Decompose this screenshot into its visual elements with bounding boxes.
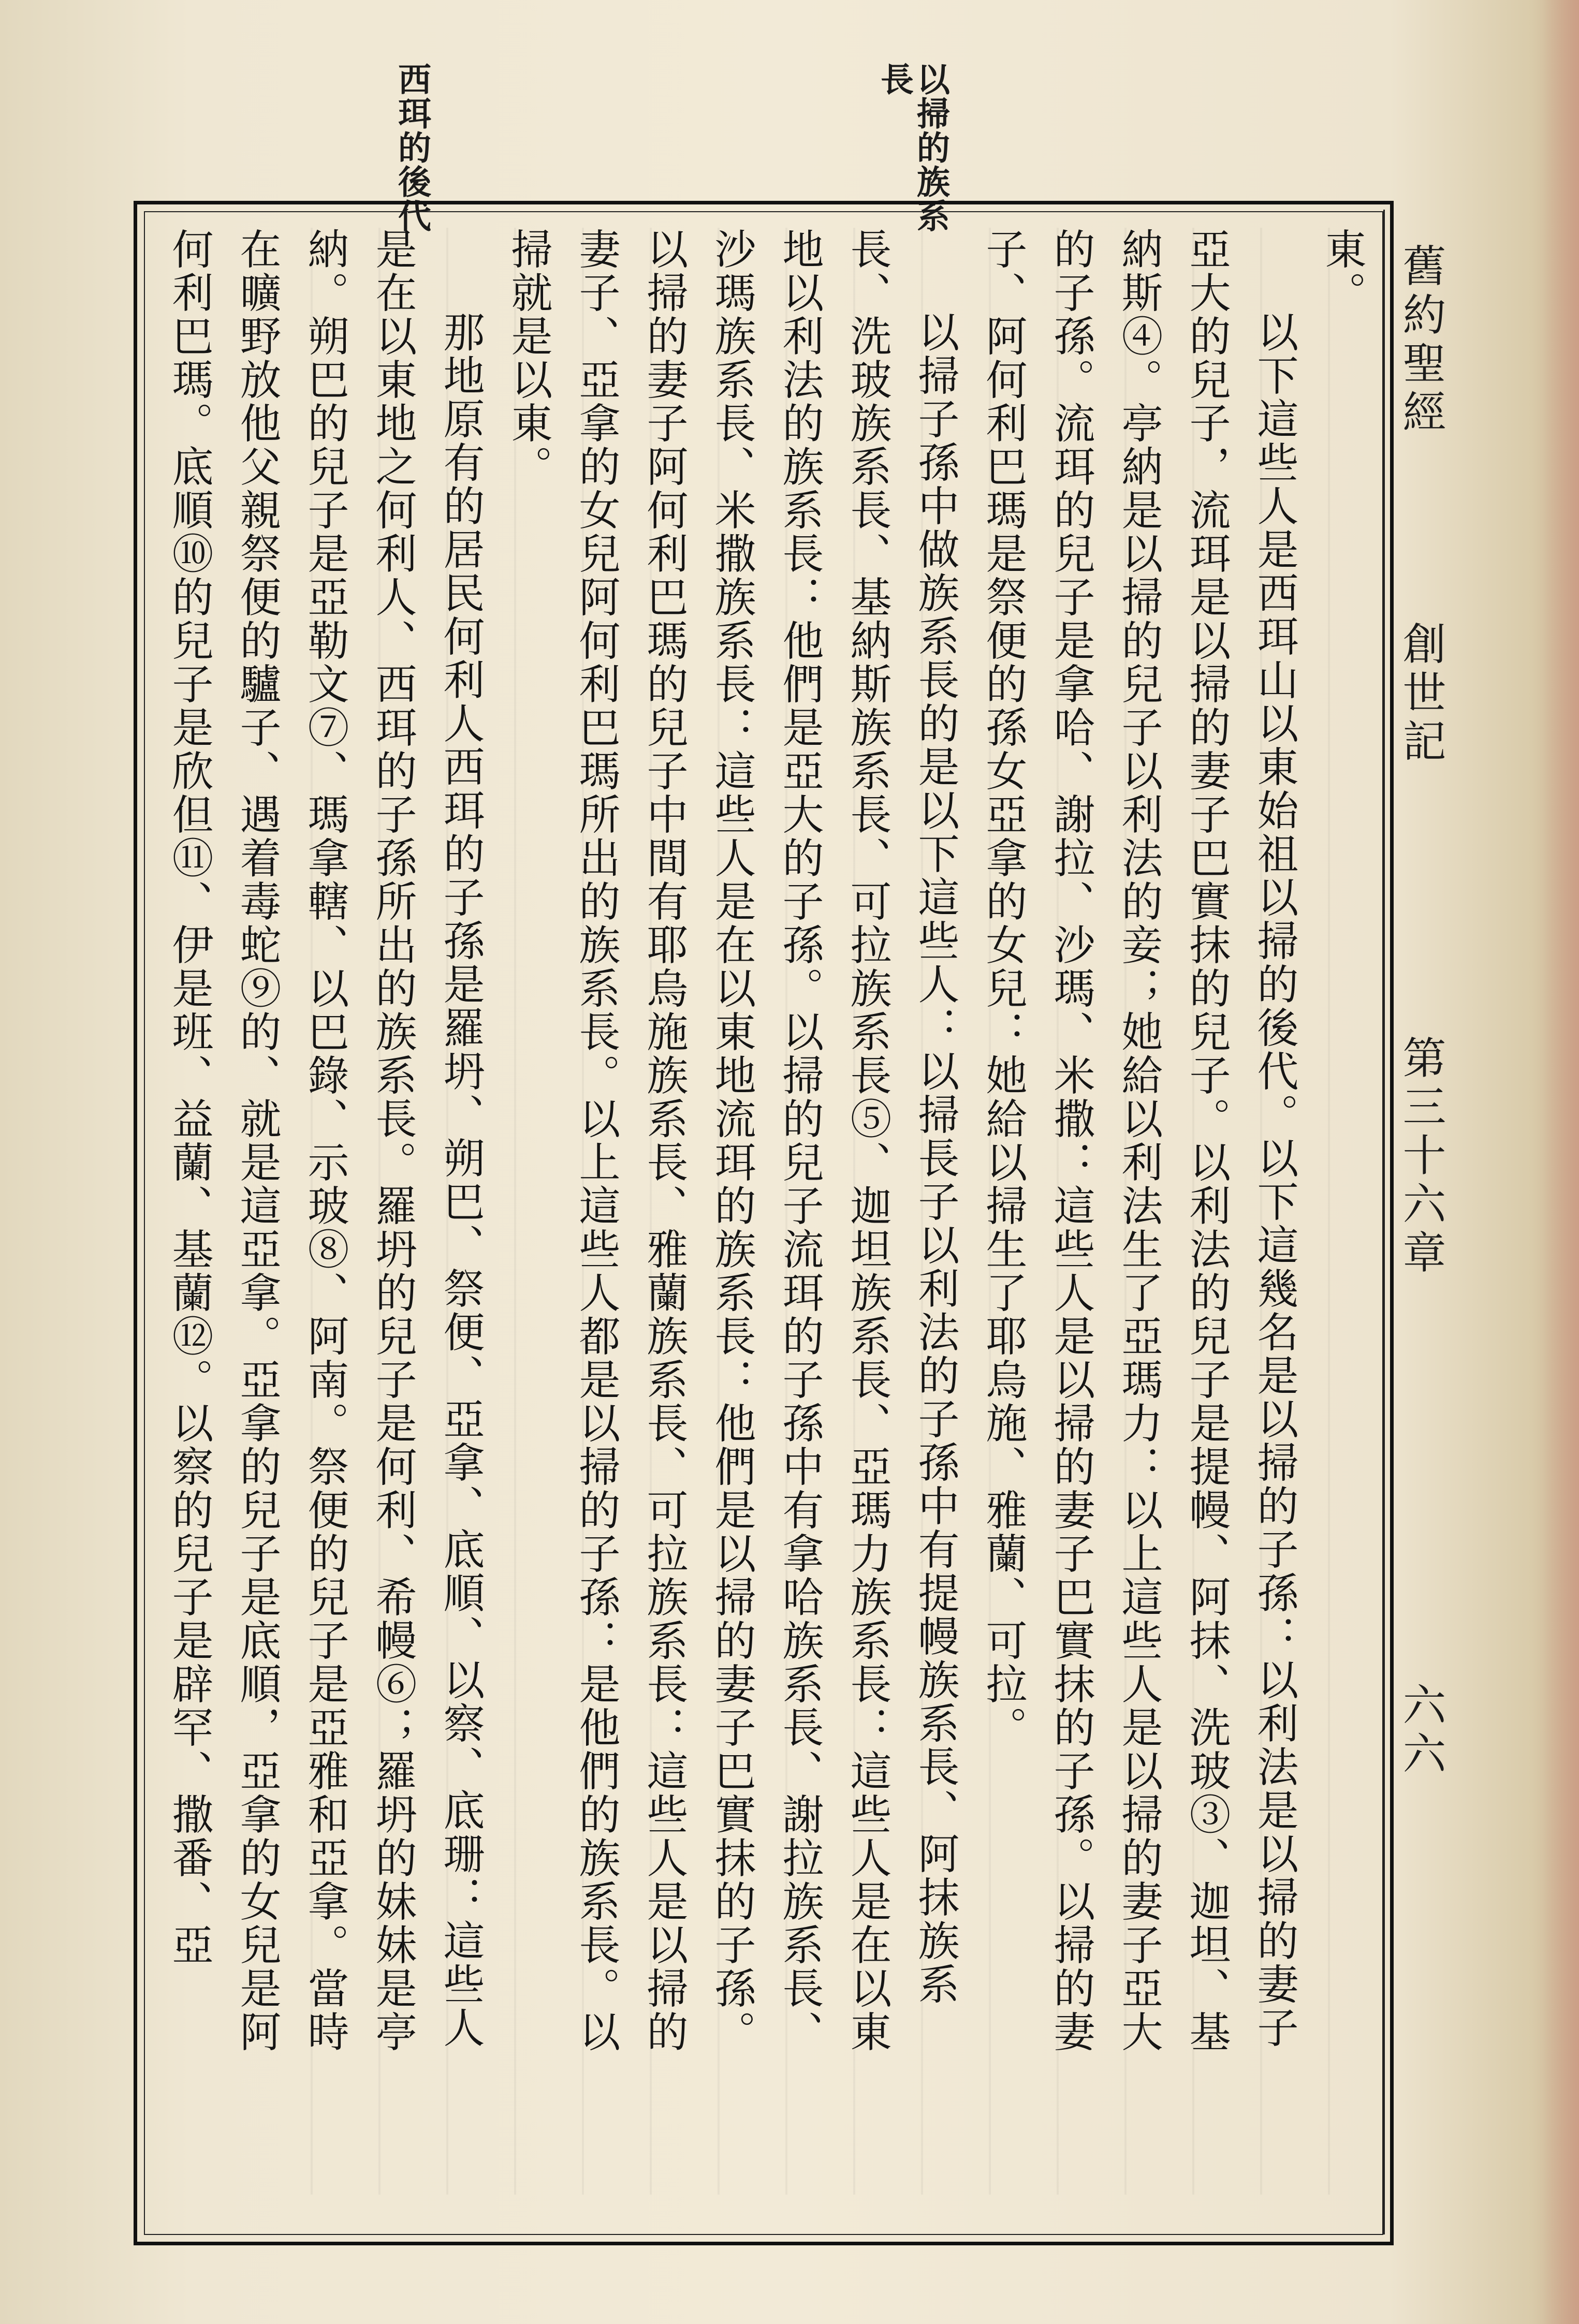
text-column: 是在以東地之何利人、西珥的子孫所出的族系長。羅坍的兒子是何利、希幔⑥；羅坍的妹妹是亭 bbox=[369, 228, 417, 2054]
text-column: 在曠野放他父親祭便的驢子、遇着毒蛇⑨的、就是這亞拿。亞拿的兒子是底順，亞拿的女兒是阿 bbox=[233, 228, 281, 2054]
page-edge bbox=[1543, 0, 1579, 2324]
chapter-label: 第三十六章 bbox=[1396, 1035, 1446, 1278]
margin-note-seir-descendants: 西珥的後代 bbox=[392, 62, 431, 233]
text-column: 納。朔巴的兒子是亞勒文⑦、瑪拿轄、以巴錄、示玻⑧、阿南。祭便的兒子是亞雅和亞拿。當時 bbox=[301, 228, 349, 2054]
text-column: 那地原有的居民何利人西珥的子孫是羅坍、朔巴、祭便、亞拿、底順、以察、底珊：這些人 bbox=[436, 311, 485, 2050]
text-column: 的子孫。流珥的兒子是拿哈、謝拉、沙瑪、米撒：這些人是以掃的妻子巴實抹的子孫。以掃的妻 bbox=[1047, 228, 1095, 2054]
text-column: 妻子、亞拿的女兒阿何利巴瑪所出的族系長。以上這些人都是以掃的子孫：是他們的族系長。以 bbox=[572, 228, 620, 2054]
body-text bbox=[155, 228, 1372, 2215]
text-column: 地以利法的族系長：他們是亞大的子孫。以掃的兒子流珥的子孫中有拿哈族系長、謝拉族系長、 bbox=[776, 228, 824, 2054]
text-column: 以掃的妻子阿何利巴瑪的兒子中間有耶烏施族系長、雅蘭族系長、可拉族系長：這些人是以掃的 bbox=[640, 228, 688, 2054]
header-rule bbox=[1383, 210, 1385, 2234]
text-column: 子、阿何利巴瑪是祭便的孫女亞拿的女兒：她給以掃生了耶烏施、雅蘭、可拉。 bbox=[979, 228, 1027, 1749]
book-title: 舊約聖經 bbox=[1396, 243, 1446, 438]
text-column: 掃就是以東。 bbox=[504, 228, 552, 489]
text-column: 納斯④。亭納是以掃的兒子以利法的妾；她給以利法生了亞瑪力：以上這些人是以掃的妻子亞大 bbox=[1115, 228, 1163, 2054]
text-column: 以掃子孫中做族系長的是以下這些人：以掃長子以利法的子孫中有提幔族系長、阿抹族系 bbox=[911, 311, 959, 2006]
text-column: 何利巴瑪。底順⑩的兒子是欣但⑪、伊是班、益蘭、基蘭⑫。以察的兒子是辟罕、撒番、亞 bbox=[165, 228, 213, 1967]
text-column: 以下這些人是西珥山以東始祖以掃的後代。以下這幾名是以掃的子孫：以利法是以掃的妻子 bbox=[1250, 311, 1298, 2050]
text-column: 沙瑪族系長、米撒族系長：這些人是在以東地流珥的族系長：他們是以掃的妻子巴實抹的子孫。 bbox=[708, 228, 756, 2054]
text-column: 亞大的兒子，流珥是以掃的妻子巴實抹的兒子。以利法的兒子是提幔、阿抹、洗玻③、迦坦、基 bbox=[1182, 228, 1231, 2054]
margin-note-esau-chiefs: 以掃的族系長 bbox=[875, 62, 950, 233]
book-section: 創世記 bbox=[1396, 621, 1446, 767]
text-column: 東。 bbox=[1318, 228, 1366, 315]
text-column: 長、洗玻族系長、基納斯族系長、可拉族系長⑤、迦坦族系長、亞瑪力族系長：這些人是在以東 bbox=[843, 228, 891, 2054]
page-number: 六六 bbox=[1396, 1682, 1446, 1779]
